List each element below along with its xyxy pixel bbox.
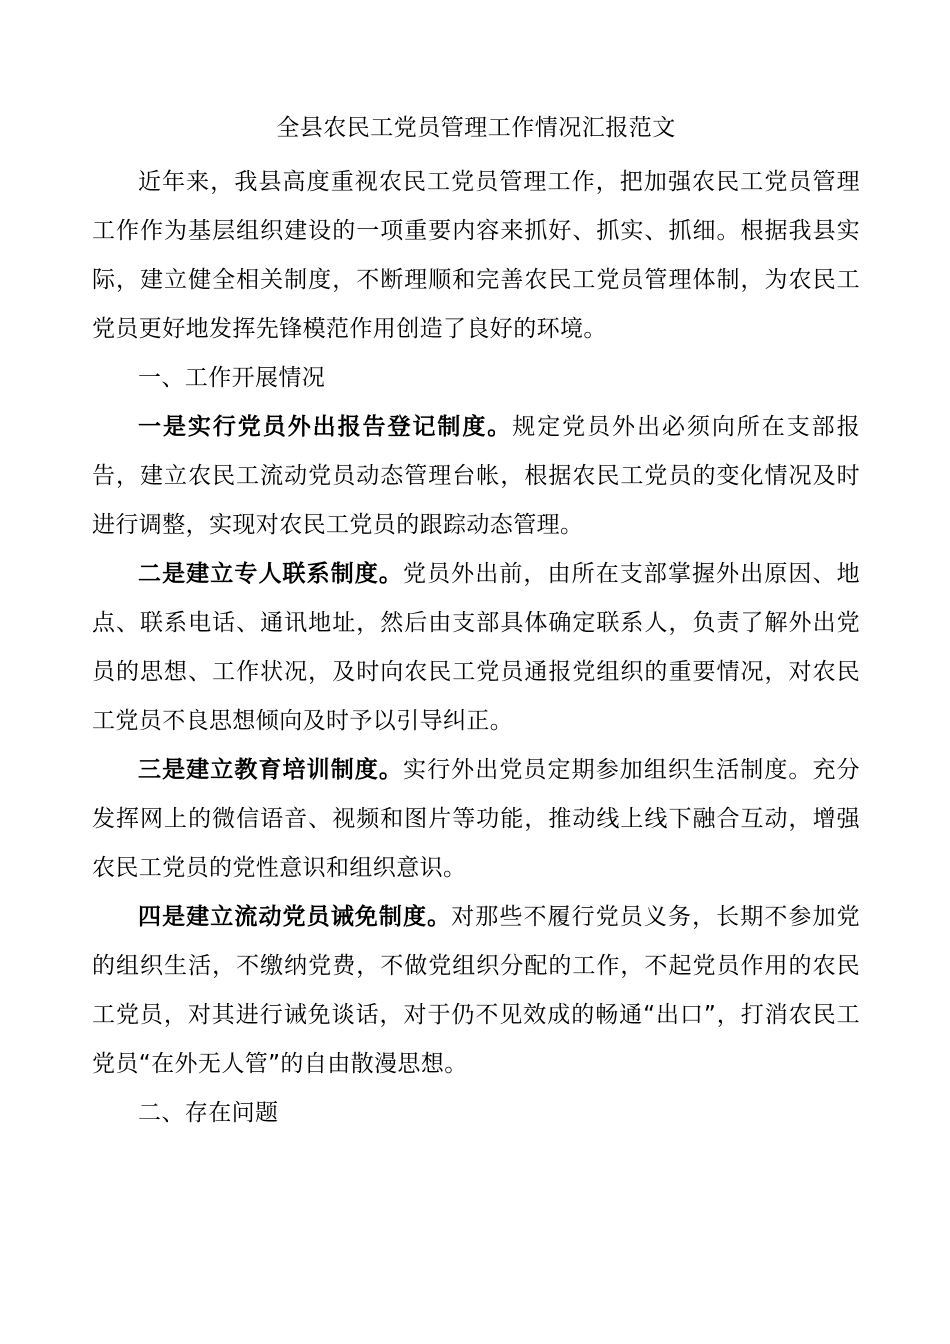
item-lead-2: 二是建立专人联系制度。 xyxy=(138,561,403,587)
item-paragraph-1 xyxy=(92,403,860,550)
item-text-1: 规定党员外出必须向所在支部报告，建立农民工流动党员动态管理台帐，根据农民工党员的变化情况及时进行调整，实现对农民工党员的跟踪动态管理。 xyxy=(92,414,860,538)
item-lead-1: 一是实行党员外出报告登记制度。 xyxy=(138,414,513,440)
item-lead-4: 四是建立流动党员诫免制度。 xyxy=(138,904,452,930)
section-heading-work: 一、工作开展情况 xyxy=(138,365,326,391)
item-text-3: 实行外出党员定期参加组织生活制度。充分发挥网上的微信语音、视频和图片等功能，推动线上线下融合互动，增强农民工党员的党性意识和组织意识。 xyxy=(92,757,860,881)
item-paragraph-3 xyxy=(92,746,860,893)
item-text-4: 对那些不履行党员义务，长期不参加党的组织生活，不缴纳党费，不做党组织分配的工作，不起党员作用的农民工党员，对其进行诫免谈话，对于仍不见效成的畅通“出口”，打消农民工党员“在外无人管”的自由散漫思想。 xyxy=(92,904,860,1077)
item-paragraph-2 xyxy=(92,550,860,746)
section-heading-problems: 二、存在问题 xyxy=(138,1100,279,1126)
item-paragraph-4 xyxy=(92,893,860,1089)
document-title: 全县农民工党员管理工作情况汇报范文 xyxy=(276,115,676,141)
item-lead-3: 三是建立教育培训制度。 xyxy=(138,757,403,783)
document-body xyxy=(92,108,860,1138)
intro-paragraph: 近年来，我县高度重视农民工党员管理工作，把加强农民工党员管理工作作为基层组织建设的一项重要内容来抓好、抓实、抓细。根据我县实际，建立健全相关制度，不断理顺和完善农民工党员管理体制，为农民工党员更好地发挥先锋模范作用创造了良好的环境。 xyxy=(92,169,860,342)
item-text-2: 党员外出前，由所在支部掌握外出原因、地点、联系电话、通讯地址，然后由支部具体确定联系人，负责了解外出党员的思想、工作状况，及时向农民工党员通报党组织的重要情况，对农民工党员不良思想倾向及时予以引导纠正。 xyxy=(92,561,860,734)
